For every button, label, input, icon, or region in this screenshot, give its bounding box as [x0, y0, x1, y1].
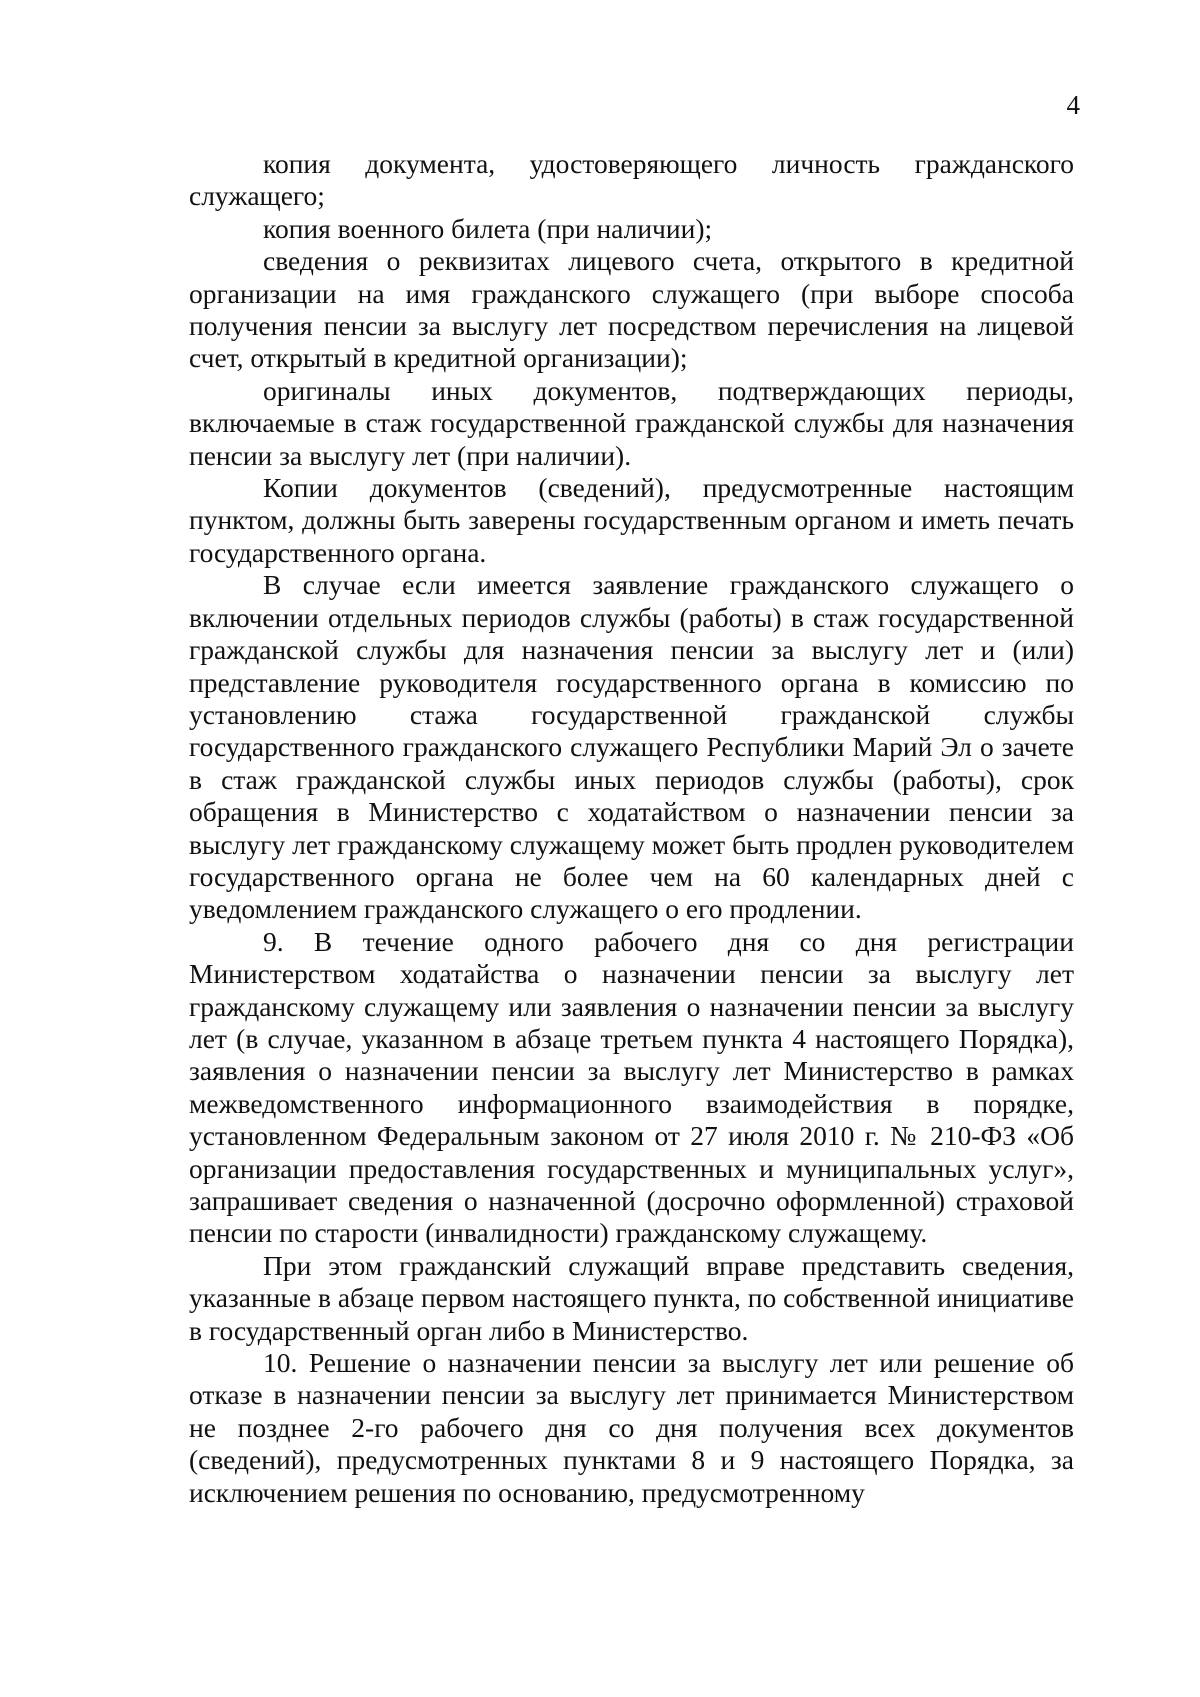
paragraph-own-initiative: При этом гражданский служащий вправе представить сведения, указанные в абзаце первом настоящего пункта, по собственной инициативе в государственный орган либо в Министерство.	[189, 1249, 1074, 1346]
paragraph-bank-account-details: сведения о реквизитах лицевого счета, открытого в кредитной организации на имя гражданского служащего (при выборе способа получения пенсии за выслугу лет посредством перечисления на лицевой счет, открытый в кредитной организации);	[189, 245, 1074, 374]
paragraph-deadline-extension: В случае если имеется заявление гражданского служащего о включении отдельных периодов службы (работы) в стаж государственной гражданской службы для назначения пенсии за выслугу лет и (или) представление руководителя государственного органа в комиссию по установлению стажа государственной гражданской службы государственного гражданского служащего Республики Марий Эл о зачете в стаж гражданской службы иных периодов службы (работы), срок обращения в Министерство с ходатайством о назначении пенсии за выслугу лет гражданскому служащему может быть продлен руководителем государственного органа не более чем на 60 календарных дней с уведомлением гражданского служащего о его продлении.	[189, 569, 1074, 925]
paragraph-item-9: 9. В течение одного рабочего дня со дня регистрации Министерством ходатайства о назначении пенсии за выслугу лет гражданскому служащему или заявления о назначении пенсии за выслугу лет (в случае, указанном в абзаце третьем пункта 4 настоящего Порядка), заявления о назначении пенсии за выслугу лет Министерство в рамках межведомственного информационного взаимодействия в порядке, установленном Федеральным законом от 27 июля 2010 г. № 210-ФЗ «Об организации предоставления государственных и муниципальных услуг», запрашивает сведения о назначенной (досрочно оформленной) страховой пенсии по старости (инвалидности) гражданскому служащему.	[189, 925, 1074, 1249]
page-number: 4	[1066, 90, 1080, 120]
paragraph-original-documents: оригиналы иных документов, подтверждающих периоды, включаемые в стаж государственной гражданской службы для назначения пенсии за выслугу лет (при наличии).	[189, 374, 1074, 471]
paragraph-item-10: 10. Решение о назначении пенсии за выслугу лет или решение об отказе в назначении пенсии за выслугу лет принимается Министерством не позднее 2-го рабочего дня со дня получения всех документов (сведений), предусмотренных пунктами 8 и 9 настоящего Порядка, за исключением решения по основанию, предусмотренному	[189, 1347, 1074, 1508]
paragraph-copies-certification: Копии документов (сведений), предусмотренные настоящим пунктом, должны быть заверены государственным органом и иметь печать государственного органа.	[189, 472, 1074, 568]
paragraph-passport-copy: копия документа, удостоверяющего личность гражданского служащего;	[189, 148, 1074, 212]
paragraph-military-id-copy: копия военного билета (при наличии);	[263, 212, 713, 244]
document-body	[189, 148, 1074, 1509]
